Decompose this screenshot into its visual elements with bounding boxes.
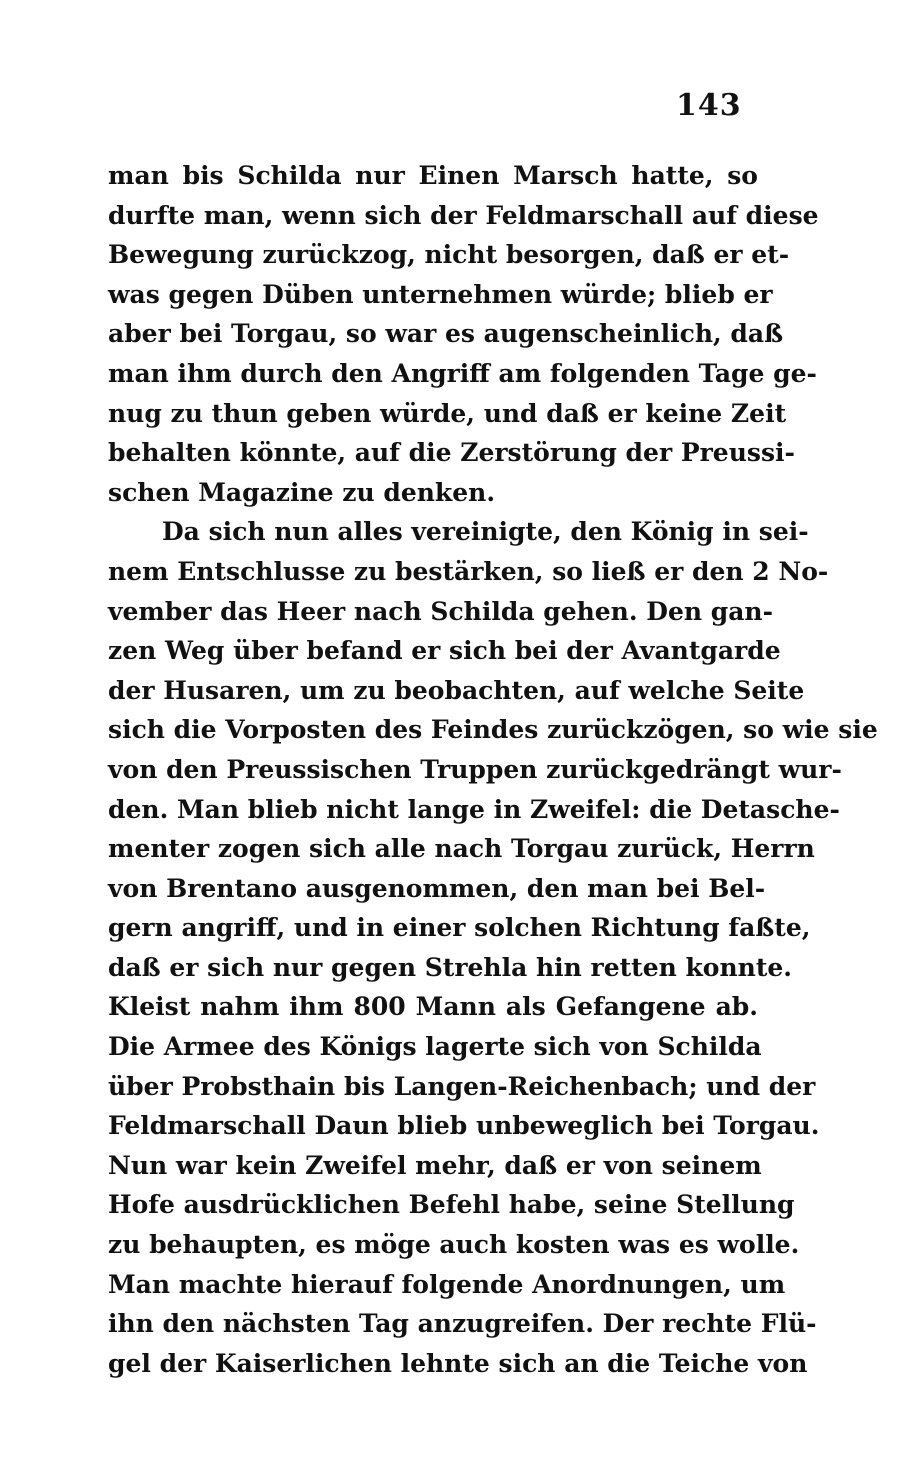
text-line: von den Preussischen Truppen zurückgedrängt wur- [108,754,842,784]
text-line: Kleist nahm ihm 800 Mann als Gefangene ab. [108,992,758,1022]
text-line: nug zu thun geben würde, und daß er keine Zeit [108,398,787,428]
text-line: über Probsthain bis Langen-Reichenbach; und der [108,1071,816,1101]
text-line: gern angriff, und in einer solchen Richtung faßte, [108,913,811,943]
text-line: Bewegung zurückzog, nicht besorgen, daß er et- [108,240,790,270]
text-line: vember das Heer nach Schilda gehen. Den gan- [108,596,773,626]
text-line: von Brentano ausgenommen, den man bei Bel- [108,873,766,903]
text-line: Die Armee des Königs lagerte sich von Schilda [108,1032,762,1062]
text-line: Nun war kein Zweifel mehr, daß er von seinem [108,1150,762,1180]
text-line: man bis Schilda nur Einen Marsch hatte, so [108,161,758,190]
text-line: ihn den nächsten Tag anzugreifen. Der rechte Flü- [108,1309,817,1339]
text-line: gel der Kaiserlichen lehnte sich an die Teiche von [108,1348,808,1378]
page-number: 143 [676,88,742,123]
text-line: daß er sich nur gegen Strehla hin retten konnte. [108,952,792,982]
text-line: Feldmarschall Daun blieb unbeweglich bei Torgau. [108,1111,820,1141]
text-line: durfte man, wenn sich der Feldmarschall auf diese [108,200,819,230]
text-line: schen Magazine zu denken. [108,477,496,507]
text-line: sich die Vorposten des Feindes zurückzögen, so wie sie [108,715,878,745]
text-line: was gegen Düben unternehmen würde; blieb er [108,279,773,309]
text-line: menter zogen sich alle nach Torgau zurück, Herrn [108,834,815,864]
text-line: Man machte hierauf folgende Anordnungen, um [108,1269,786,1299]
text-line: zu behaupten, es möge auch kosten was es wolle. [108,1230,800,1260]
text-line: aber bei Torgau, so war es augenscheinlich, daß [108,319,784,349]
text-line: man ihm durch den Angriff am folgenden Tage ge- [108,358,817,388]
text-line: behalten könnte, auf die Zerstörung der Preussi- [108,438,795,468]
paragraph-start-line: Da sich nun alles vereinigte, den König in sei- [162,517,809,547]
text-line: der Husaren, um zu beobachten, auf welche Seite [108,675,805,705]
text-line: zen Weg über befand er sich bei der Avantgarde [108,636,781,666]
text-line: den. Man blieb nicht lange in Zweifel: die Detasche- [108,794,840,824]
body-text [108,156,878,1383]
text-line: nem Entschlusse zu bestärken, so ließ er den 2 No- [108,556,829,586]
text-line: Hofe ausdrücklichen Befehl habe, seine Stellung [108,1190,795,1220]
